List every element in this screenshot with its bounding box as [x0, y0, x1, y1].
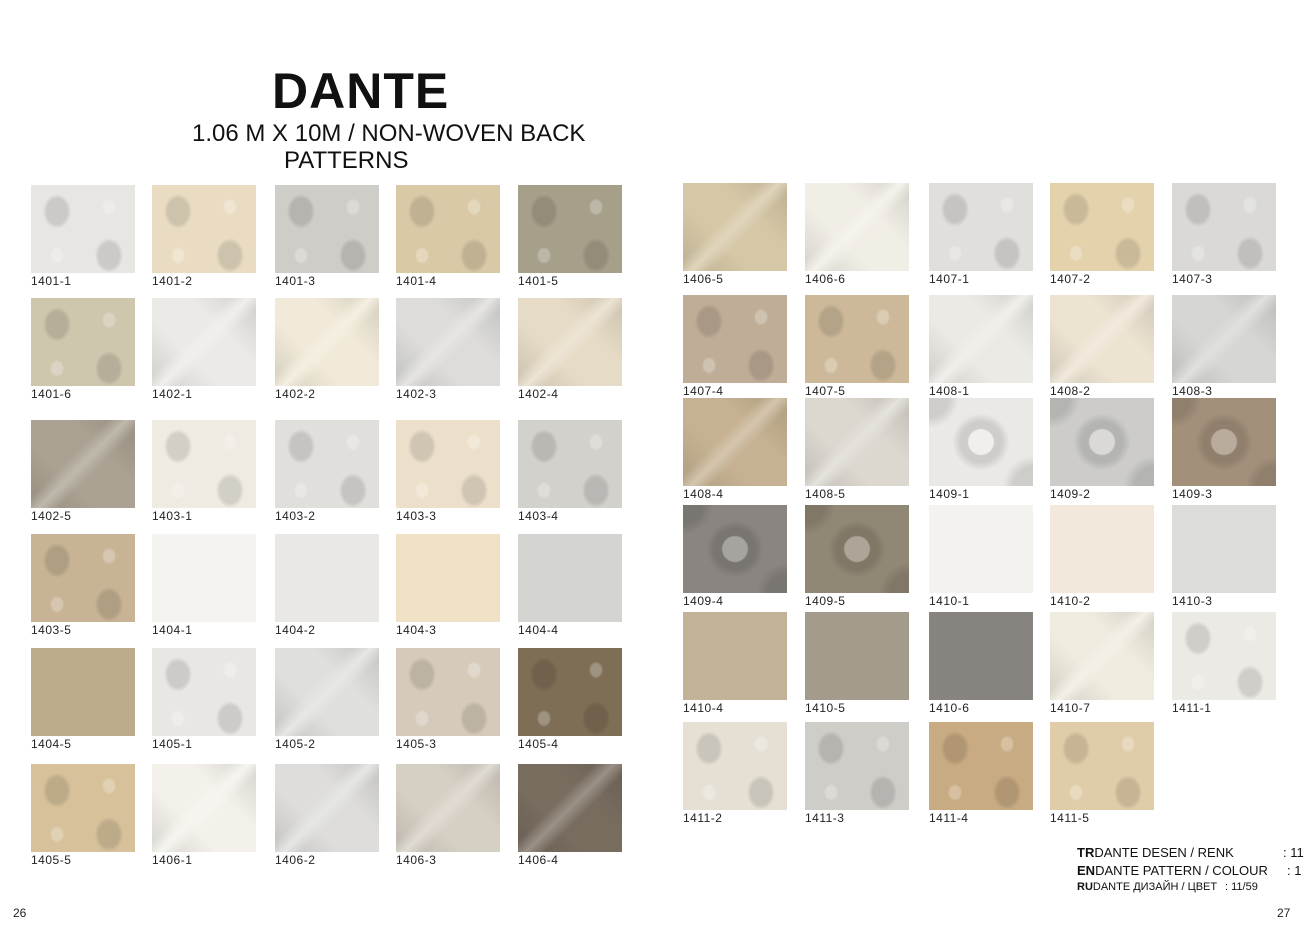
swatch-label: 1404-5 — [31, 737, 72, 751]
page-title: DANTE — [272, 63, 450, 119]
swatch-label: 1406-6 — [805, 272, 846, 286]
swatch-label: 1408-3 — [1172, 384, 1213, 398]
swatch-label: 1410-1 — [929, 594, 970, 608]
swatch-1410-1 — [929, 505, 1033, 593]
swatch-1404-4 — [518, 534, 622, 622]
swatch-label: 1404-1 — [152, 623, 193, 637]
swatch-1407-2 — [1050, 183, 1154, 271]
legend-value: : 1 — [1287, 863, 1302, 878]
swatch-1401-5 — [518, 185, 622, 273]
swatch-1407-3 — [1172, 183, 1276, 271]
swatch-label: 1402-3 — [396, 387, 437, 401]
swatch-label: 1402-2 — [275, 387, 316, 401]
swatch-1410-6 — [929, 612, 1033, 700]
swatch-label: 1408-2 — [1050, 384, 1091, 398]
swatch-1404-2 — [275, 534, 379, 622]
swatch-1407-5 — [805, 295, 909, 383]
swatch-1407-4 — [683, 295, 787, 383]
swatch-label: 1410-6 — [929, 701, 970, 715]
legend-text: DANTE PATTERN / COLOUR — [1095, 863, 1268, 878]
swatch-1409-2 — [1050, 398, 1154, 486]
swatch-label: 1411-4 — [929, 811, 969, 825]
swatch-1404-1 — [152, 534, 256, 622]
swatch-label: 1403-5 — [31, 623, 72, 637]
swatch-label: 1410-7 — [1050, 701, 1091, 715]
swatch-1402-5 — [31, 420, 135, 508]
swatch-label: 1405-4 — [518, 737, 559, 751]
legend-row-ru — [1077, 881, 1258, 893]
swatch-label: 1404-2 — [275, 623, 316, 637]
swatch-label: 1407-3 — [1172, 272, 1213, 286]
swatch-label: 1406-1 — [152, 853, 193, 867]
swatch-1401-6 — [31, 298, 135, 386]
swatch-1411-1 — [1172, 612, 1276, 700]
legend-value: : 11/59 — [1225, 881, 1258, 893]
swatch-1403-5 — [31, 534, 135, 622]
swatch-1402-4 — [518, 298, 622, 386]
swatch-1403-3 — [396, 420, 500, 508]
swatch-label: 1405-2 — [275, 737, 316, 751]
legend-lang-code: EN — [1077, 863, 1096, 878]
swatch-1406-1 — [152, 764, 256, 852]
swatch-1402-2 — [275, 298, 379, 386]
swatch-label: 1407-4 — [683, 384, 724, 398]
legend-lang-code: RU — [1077, 881, 1093, 893]
swatch-label: 1406-2 — [275, 853, 316, 867]
swatch-1403-4 — [518, 420, 622, 508]
swatch-label: 1410-3 — [1172, 594, 1213, 608]
swatch-1408-3 — [1172, 295, 1276, 383]
swatch-1409-4 — [683, 505, 787, 593]
swatch-label: 1405-5 — [31, 853, 72, 867]
swatch-1410-2 — [1050, 505, 1154, 593]
page-number-left: 26 — [13, 906, 27, 920]
swatch-label: 1409-1 — [929, 487, 970, 501]
swatch-1411-2 — [683, 722, 787, 810]
swatch-1405-5 — [31, 764, 135, 852]
swatch-1406-5 — [683, 183, 787, 271]
swatch-label: 1411-3 — [805, 811, 845, 825]
swatch-label: 1403-4 — [518, 509, 559, 523]
swatch-label: 1410-2 — [1050, 594, 1091, 608]
swatch-label: 1404-4 — [518, 623, 559, 637]
legend-row-tr — [1077, 845, 1304, 860]
swatch-label: 1404-3 — [396, 623, 437, 637]
swatch-label: 1401-2 — [152, 274, 193, 288]
swatch-1406-4 — [518, 764, 622, 852]
swatch-label: 1402-4 — [518, 387, 559, 401]
swatch-1411-3 — [805, 722, 909, 810]
swatch-label: 1401-3 — [275, 274, 316, 288]
swatch-1410-4 — [683, 612, 787, 700]
swatch-1405-3 — [396, 648, 500, 736]
swatch-1403-1 — [152, 420, 256, 508]
swatch-label: 1405-3 — [396, 737, 437, 751]
swatch-1406-3 — [396, 764, 500, 852]
swatch-label: 1405-1 — [152, 737, 193, 751]
page-subtitle: 1.06 M X 10M / NON-WOVEN BACK — [192, 120, 586, 147]
swatch-1407-1 — [929, 183, 1033, 271]
swatch-1408-2 — [1050, 295, 1154, 383]
swatch-label: 1408-4 — [683, 487, 724, 501]
swatch-1405-2 — [275, 648, 379, 736]
swatch-1410-5 — [805, 612, 909, 700]
swatch-1409-1 — [929, 398, 1033, 486]
swatch-label: 1402-1 — [152, 387, 193, 401]
swatch-1411-4 — [929, 722, 1033, 810]
page-number-right: 27 — [1277, 906, 1291, 920]
swatch-1408-4 — [683, 398, 787, 486]
swatch-label: 1410-4 — [683, 701, 724, 715]
swatch-1401-3 — [275, 185, 379, 273]
legend-value: : 11 — [1283, 845, 1304, 860]
swatch-1408-5 — [805, 398, 909, 486]
swatch-label: 1403-3 — [396, 509, 437, 523]
swatch-label: 1411-1 — [1172, 701, 1212, 715]
swatch-1401-1 — [31, 185, 135, 273]
swatch-label: 1401-4 — [396, 274, 437, 288]
swatch-1408-1 — [929, 295, 1033, 383]
swatch-label: 1401-6 — [31, 387, 72, 401]
swatch-1409-5 — [805, 505, 909, 593]
swatch-1405-1 — [152, 648, 256, 736]
swatch-1411-5 — [1050, 722, 1154, 810]
swatch-label: 1401-1 — [31, 274, 72, 288]
swatch-label: 1407-1 — [929, 272, 970, 286]
swatch-1410-7 — [1050, 612, 1154, 700]
swatch-label: 1408-1 — [929, 384, 970, 398]
swatch-1410-3 — [1172, 505, 1276, 593]
swatch-1402-1 — [152, 298, 256, 386]
legend-lang-code: TR — [1077, 845, 1095, 860]
swatch-1406-2 — [275, 764, 379, 852]
swatch-1404-3 — [396, 534, 500, 622]
swatch-1401-4 — [396, 185, 500, 273]
swatch-1402-3 — [396, 298, 500, 386]
swatch-label: 1408-5 — [805, 487, 846, 501]
swatch-1406-6 — [805, 183, 909, 271]
swatch-label: 1406-5 — [683, 272, 724, 286]
swatch-label: 1409-4 — [683, 594, 724, 608]
swatch-label: 1409-3 — [1172, 487, 1213, 501]
swatch-label: 1411-2 — [683, 811, 723, 825]
swatch-label: 1407-2 — [1050, 272, 1091, 286]
swatch-label: 1402-5 — [31, 509, 72, 523]
swatch-label: 1409-2 — [1050, 487, 1091, 501]
swatch-1405-4 — [518, 648, 622, 736]
swatch-1404-5 — [31, 648, 135, 736]
swatch-1409-3 — [1172, 398, 1276, 486]
page-subtitle-patterns: PATTERNS — [284, 147, 409, 174]
swatch-label: 1409-5 — [805, 594, 846, 608]
swatch-label: 1410-5 — [805, 701, 846, 715]
swatch-label: 1406-3 — [396, 853, 437, 867]
legend-row-en — [1077, 863, 1302, 878]
swatch-label: 1401-5 — [518, 274, 559, 288]
swatch-label: 1407-5 — [805, 384, 846, 398]
swatch-label: 1411-5 — [1050, 811, 1090, 825]
legend-text: DANTE ДИЗАЙН / ЦВЕТ — [1092, 881, 1218, 893]
swatch-1401-2 — [152, 185, 256, 273]
swatch-1403-2 — [275, 420, 379, 508]
swatch-label: 1406-4 — [518, 853, 559, 867]
legend-text: DANTE DESEN / RENK — [1094, 845, 1234, 860]
swatch-label: 1403-1 — [152, 509, 193, 523]
swatch-label: 1403-2 — [275, 509, 316, 523]
